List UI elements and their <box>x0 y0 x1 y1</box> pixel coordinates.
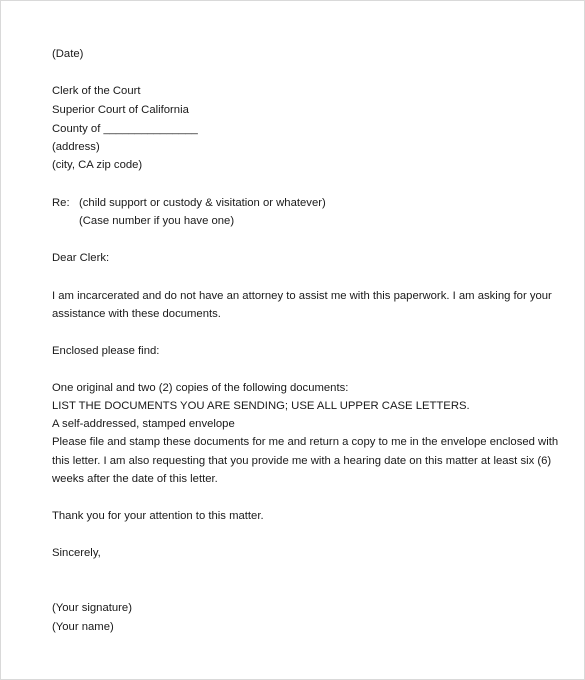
enclosure-line-1: One original and two (2) copies of the following documents: <box>52 382 349 394</box>
paragraph-2-line-2: this letter. I am also requesting that you provide me with a hearing date on this matter at least six (6) <box>52 455 552 467</box>
salutation: Dear Clerk: <box>52 252 110 264</box>
recipient-line-2: Superior Court of California <box>52 104 189 116</box>
re-line-1: Re: (child support or custody & visitation or whatever) <box>52 197 326 209</box>
paragraph-1-line-1: I am incarcerated and do not have an attorney to assist me with this paperwork. I am asking for your <box>52 290 552 302</box>
paragraph-2-line-1: Please file and stamp these documents for me and return a copy to me in the envelope enclosed with <box>52 436 559 448</box>
recipient-line-3: County of _______________ <box>52 123 198 135</box>
paragraph-2-line-3: weeks after the date of this letter. <box>52 473 218 485</box>
signature-line: (Your signature) <box>52 602 132 614</box>
enclosure-line-3: A self-addressed, stamped envelope <box>52 418 235 430</box>
name-line: (Your name) <box>52 621 114 633</box>
closing-line: Sincerely, <box>52 547 101 559</box>
date-line: (Date) <box>52 48 84 60</box>
recipient-line-5: (city, CA zip code) <box>52 159 143 171</box>
paragraph-1-line-2: assistance with these documents. <box>52 308 221 320</box>
thanks-line: Thank you for your attention to this matter. <box>52 510 264 522</box>
recipient-line-1: Clerk of the Court <box>52 85 141 97</box>
enclosed-heading: Enclosed please find: <box>52 345 160 357</box>
enclosure-line-2: LIST THE DOCUMENTS YOU ARE SENDING; USE ALL UPPER CASE LETTERS. <box>52 400 470 412</box>
recipient-line-4: (address) <box>52 141 100 153</box>
re-line-2: (Case number if you have one) <box>79 215 235 227</box>
